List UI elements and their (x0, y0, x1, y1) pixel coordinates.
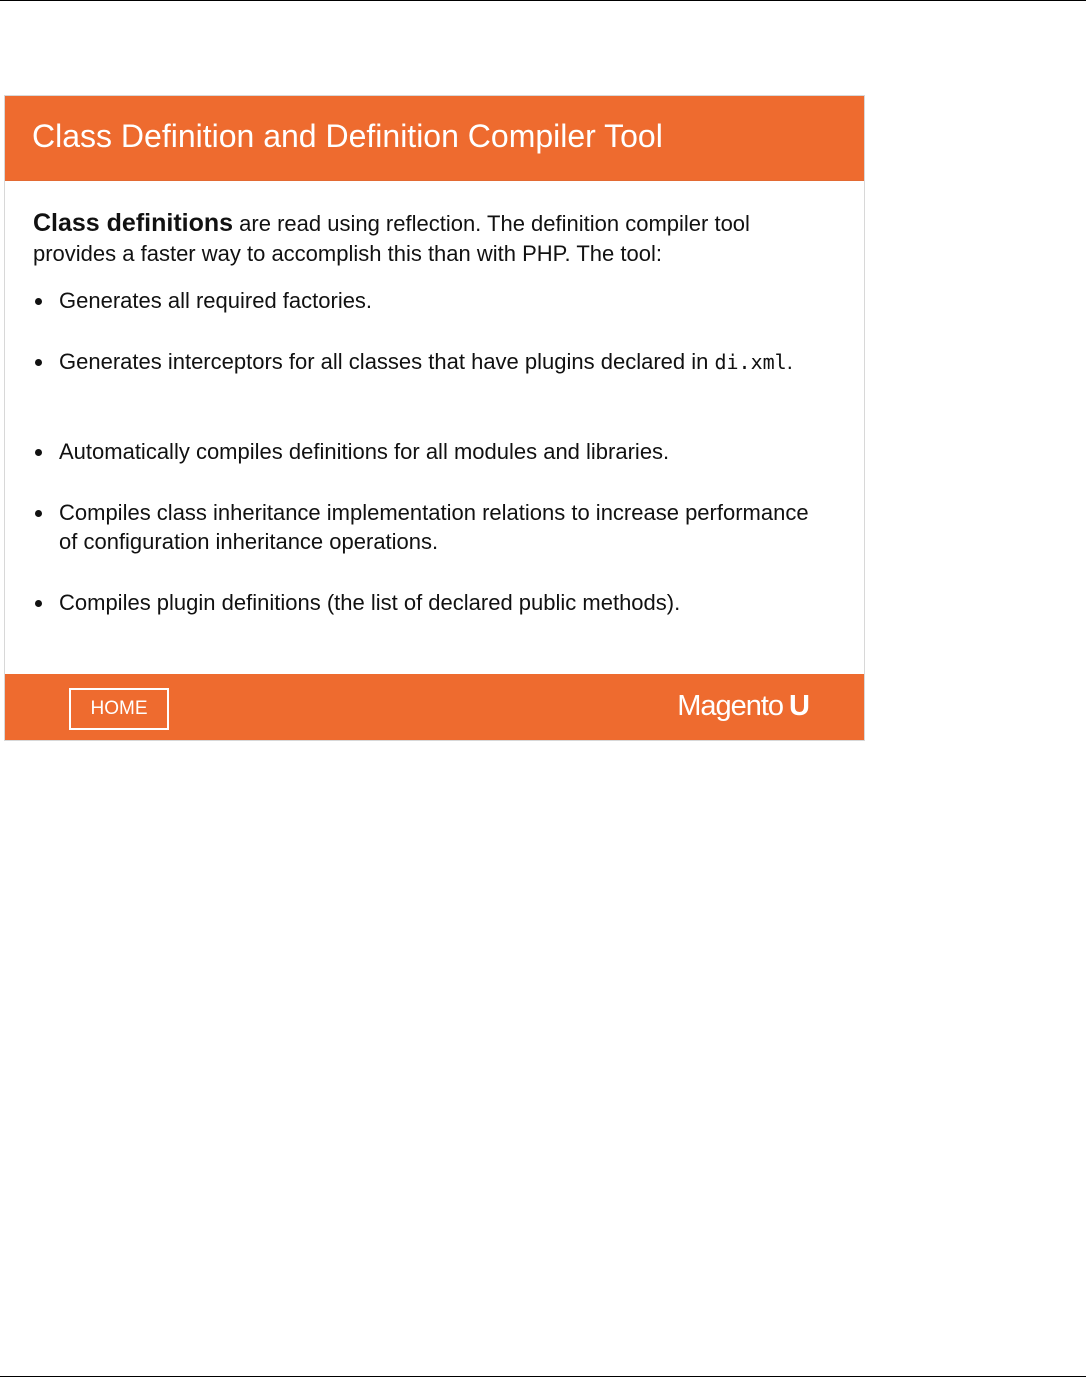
bullet-icon (35, 449, 42, 456)
bullet-icon (35, 298, 42, 305)
slide-footer (5, 674, 864, 740)
slide-header (5, 96, 864, 181)
page-bottom-rule (0, 1376, 1086, 1377)
list-item (33, 437, 823, 466)
slide-body (33, 208, 833, 615)
intro-text: are read using reflection. The definition compiler tool provides a faster way to accomplish this than with PHP. The tool: (33, 211, 750, 266)
list-item (33, 347, 823, 377)
list-item-text-end: . (786, 349, 793, 374)
home-button[interactable]: HOME (69, 688, 169, 730)
brand-name: Magento (677, 690, 784, 722)
slide-title: Class Definition and Definition Compiler Tool (32, 118, 663, 154)
intro-strong-text: Class definitions (33, 209, 234, 237)
brand-mark: U (789, 690, 810, 722)
page-top-rule (0, 0, 1086, 1)
slide (4, 95, 865, 741)
list-item (33, 286, 823, 315)
brand-logo (677, 690, 810, 722)
list-item-text: Automatically compiles definitions for all modules and libraries. (59, 439, 670, 464)
list-item (33, 588, 823, 617)
list-item (33, 498, 823, 556)
intro-paragraph (33, 208, 833, 269)
list-item-text: Compiles class inheritance implementation relations to increase performance of configuration inheritance operations. (59, 500, 809, 554)
bullet-icon (35, 600, 42, 607)
list-item-text: Compiles plugin definitions (the list of declared public methods). (59, 590, 681, 615)
list-item-text: Generates all required factories. (59, 288, 373, 313)
bullet-icon (35, 510, 42, 517)
list-item-text: Generates interceptors for all classes that have plugins declared in (59, 349, 715, 374)
bullet-icon (35, 359, 42, 366)
code-filename: di.xml (714, 350, 787, 374)
